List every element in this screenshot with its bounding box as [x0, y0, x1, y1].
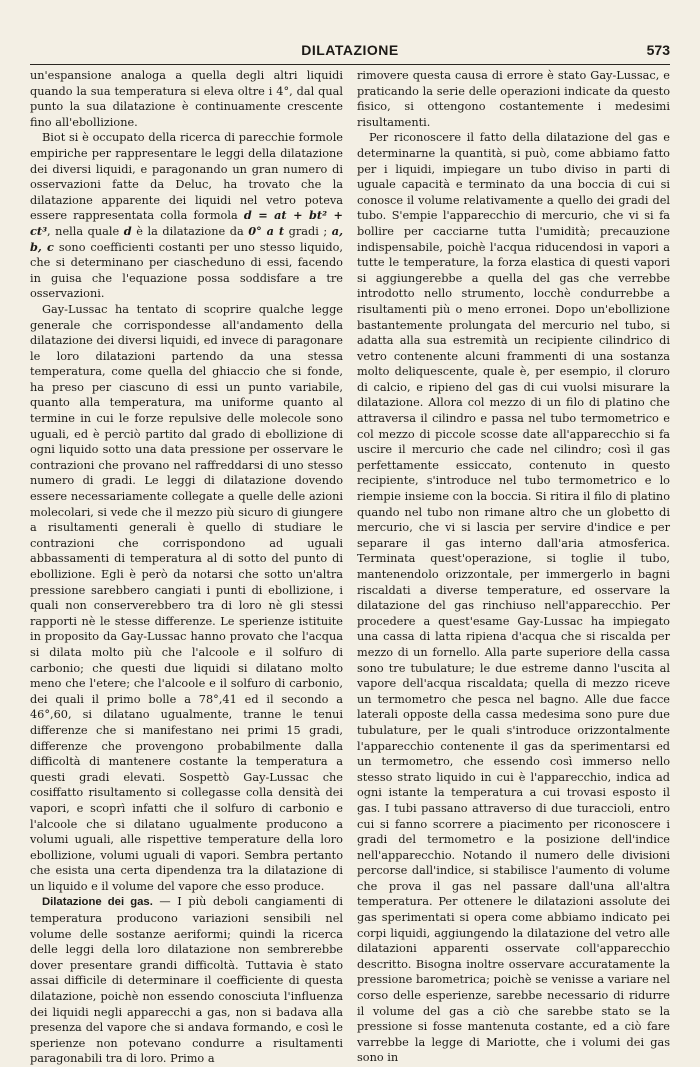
running-title: DILATAZIONE: [301, 42, 399, 58]
paragraph-text: gradi ;: [288, 224, 328, 238]
page-number: 573: [646, 42, 670, 58]
right-column: [357, 68, 670, 1065]
paragraph-formula: [30, 130, 343, 302]
paragraph-text: — I più deboli cangiamenti di temperatura producono variazioni sensibili nel volume delle sostanze aeriformi; quindi la ricerca delle leggi della loro dilatazione non sembrerebbe dover presentare grandi difficoltà. Tuttavia è stato assai difficile di determinare il coefficiente di questa dilatazione, poichè non essendo conosciuta l'influenza dei liquidi negli apparecchi a gas, non si badava alla presenza del vapore che si andava formando, e così le sperienze non potevano condurre a risultamenti paragonabili tra di loro. Primo a: [30, 895, 343, 1066]
page-header: [30, 40, 670, 65]
paragraph-text: Biot si è occupato della ricerca di parecchie formole empiriche per rappresentare le leggi della dilatazione dei diversi liquidi, e paragonando un gran numero di osservazioni fatte da Deluc, ha trovato che la dilatazione apparente dei liquidi nel vetro poteva essere rappresentata colla formola: [30, 131, 343, 223]
paragraph-text: , nella quale: [47, 224, 120, 238]
section-heading: Dilatazione dei gas.: [42, 896, 153, 909]
formula: d = at + bt² + ct³: [30, 208, 344, 238]
paragraph-text: sono coefficienti costanti per uno stesso liquido, che si determinano per ciascheduno di essi, facendo in guisa che l'equazione possa soddisfare a tre osservazioni.: [30, 240, 343, 301]
paragraph-text: è la dilatazione da: [136, 224, 244, 238]
paragraph: Per riconoscere il fatto della dilatazione del gas e determinarne la quantità, si può, come abbiamo fatto per i liquidi, impiegare un tubo diviso in parti di uguale capacità e terminato da una boccia di cui si conosce il volume relativamente a quello dei gradi del tubo. S'empie l'apparecchio di mercurio, che vi si fa bollire per cacciarne tutta l'umidità; precauzione indispensabile, poichè l'acqua riducendosi in vapori a tutte le temperature, la forza elastica di questi vapori si aggiungerebbe a quella del gas che verrebbe introdotto nello strumento, locchè condurrebbe a risultamenti più o meno erronei. Dopo un'ebollizione bastantemente prolungata del mercurio nel tubo, si adatta alla sua estremità un recipiente cilindrico di vetro contenente alcuni frammenti di una sostanza molto deliquescente, quale è, per esempio, il cloruro di calcio, e ripieno del gas di cui vuolsi misurare la dilatazione. Allora col mezzo di un filo di platino che attraversa il cilindro e passa nel tubo termometrico e col mezzo di piccole scosse date all'apparecchio si fa uscire il mercurio che cade nel cilindro; così il gas perfettamente essiccato, contenuto in questo recipiente, s'introduce nel tubo termometrico e lo riempie insieme con la boccia. Si ritira il filo di platino quando nel tubo non rimane altro che un globetto di mercurio, che vi si lascia per servire d'indice e per separare il gas interno dall'aria atmosferica. Terminata quest'operazione, si toglie il tubo, mantenendolo orizzontale, per immergerlo in bagni riscaldati a diverse temperature, ed osservare la dilatazione del gas rinchiuso nell'apparecchio. Per procedere a quest'esame Gay-Lussac ha impiegato una cassa di latta ripiena d'acqua che si riscalda per mezzo di un fornello. Alla parte superiore della cassa sono tre tubulature; le due estreme danno l'uscita al vapore dell'acqua riscaldata; quella di mezzo riceve un termometro che pesca nel bagno. Alle due facce laterali opposte della cassa medesima sono pure due tubulature, per le quali s'introduce orizzontalmente l'apparecchio contenente il gas da sperimentarsi ed un termometro, che essendo così immerso nello stesso strato liquido in cui è l'apparecchio, indica ad ogni istante la temperatura a cui trovasi esposto il gas. I tubi passano attraverso di due turaccioli, entro cui si fanno scorrere a piacimento per riconoscere i gradi del termometro e la posizione dell'indice nell'apparecchio. Notando il numero delle divisioni percorse dall'indice, si stabilisce l'aumento di volume che prova il gas nel passare dall'una all'altra temperatura. Per ottenere le dilatazioni assolute dei gas sperimentati si opera come abbiamo indicato pei corpi liquidi, aggiungendo la dilatazione del vetro alle dilatazioni apparenti osservate coll'apparecchio descritto. Bisogna inoltre osservare accuratamente la pressione barometrica; poichè se venisse a variare nel corso delle esperienze, sarebbe necessario di ridurre il volume del gas a ciò che sarebbe stato se la pressione si fosse mantenuta costante, ed a ciò fare varrebbe la legge di Mariotte, che i volumi dei gas sono in: [357, 131, 670, 1065]
formula-variable: d: [123, 223, 132, 238]
paragraph-gas: [30, 894, 343, 1067]
left-column: [30, 68, 344, 1066]
paragraph: un'espansione analoga a quella degli altri liquidi quando la sua temperatura si eleva oltre i 4°, dal qual punto la sua dilatazione è continuamente crescente fino all'ebollizione.: [30, 69, 343, 129]
paragraph: rimovere questa causa di errore è stato Gay-Lussac, e praticando la serie delle operazioni indicate da questo fisico, si ottengono costantemente i medesimi risultamenti.: [357, 69, 670, 129]
two-column-body: [30, 68, 670, 1066]
formula-coefficients: a, b, c: [30, 223, 344, 254]
formula-range: 0° a t: [248, 223, 285, 238]
paragraph: Gay-Lussac ha tentato di scoprire qualche legge generale che corrispondesse all'andamento della dilatazione dei diversi liquidi, ed invece di paragonare le loro dilatazioni partendo da una stessa temperatura, come quella del ghiaccio che si fonde, ha preso per ciascuno di essi un punto variabile, quanto alla temperatura, ma uniforme quanto al termine in cui le forze repulsive delle molecole sono uguali, ed è perciò partito dal grado di ebollizione di ogni liquido sotto una data pressione per osservare le contrazioni che provano nel raffreddarsi di uno stesso numero di gradi. Le leggi di dilatazione dovendo essere necessariamente collegate a quelle delle azioni molecolari, si vede che il mezzo più sicuro di giungere a risultamenti generali è quello di studiare le contrazioni che corrispondono ad uguali abbassamenti di temperatura al di sotto del punto di ebollizione. Egli è però da notarsi che sotto un'altra pressione sarebbero cangiati i punti di ebollizione, i quali non conserverebbero tra di loro nè gli stessi rapporti nè le stesse differenze. Le sperienze istituite in proposito da Gay-Lussac hanno provato che l'acqua si dilata molto più che l'alcoole e il solfuro di carbonio; che questi due liquidi si dilatano molto meno che l'etere; che l'alcoole e il solfuro di carbonio, dei quali il primo bolle a 78°,41 ed il secondo a 46°,60, si dilatano ugualmente, tranne le tenui differenze che si manifestano nei primi 15 gradi, differenze che provengono probabilmente dalla difficoltà di mantenere costante la temperatura a questi gradi elevati. Sospettò Gay-Lussac che cosiffatto risultamento si collegasse colla densità dei vapori, e scoprì infatti che il solfuro di carbonio e l'alcoole che si dilatano ugualmente producono a volumi uguali, alle rispettive temperature della loro ebollizione, volumi uguali di vapori. Sembra pertanto che esista una certa dipendenza tra la dilatazione di un liquido e il volume del vapore che esso produce.: [30, 302, 343, 893]
